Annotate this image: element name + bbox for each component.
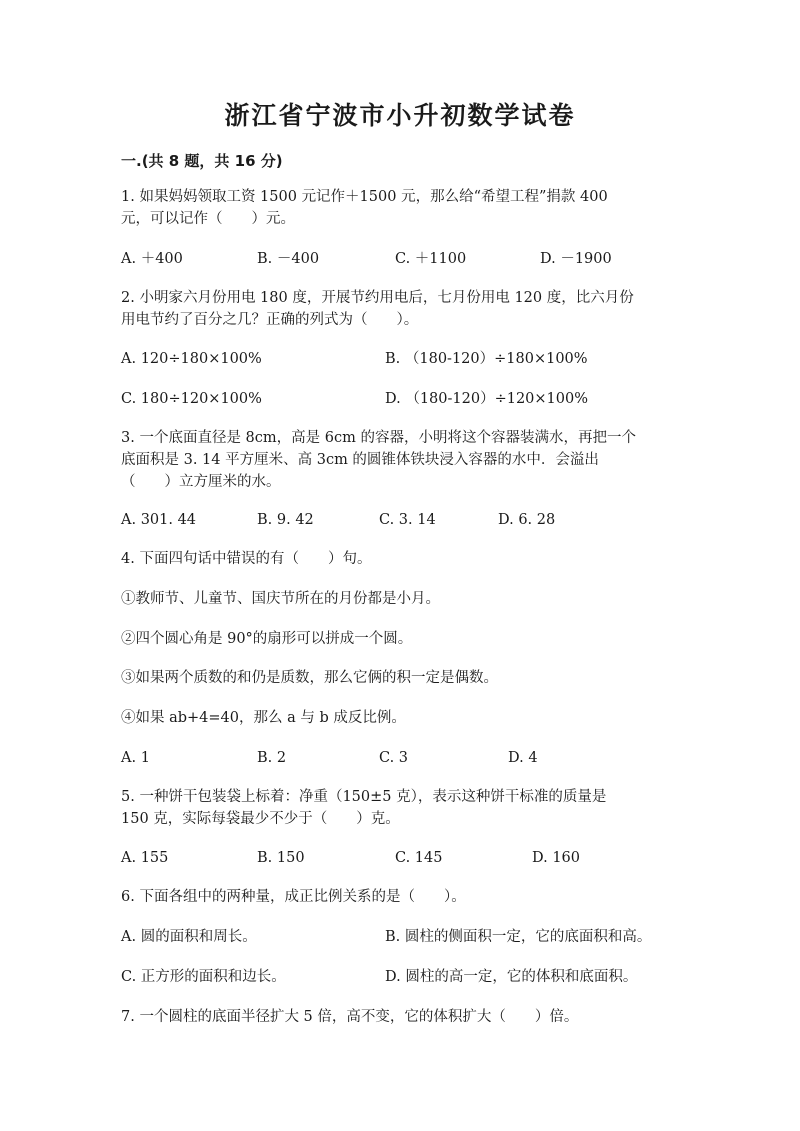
q5-option-b: B. 150 <box>257 850 305 866</box>
question-4-statement-2: ②四个圆心角是 90°的扇形可以拼成一个圆。 <box>121 631 413 647</box>
question-1-line-1: 1. 如果妈妈领取工资 1500 元记作＋1500 元，那么给“希望工程”捐款 400 <box>121 189 608 205</box>
q6-option-b: B. 圆柱的侧面积一定，它的底面积和高。 <box>385 929 652 945</box>
question-6-line-1: 6. 下面各组中的两种量，成正比例关系的是（ ）。 <box>121 889 466 905</box>
q4-option-a: A. 1 <box>121 750 150 766</box>
question-5-line-2: 150 克，实际每袋最少不少于（ ）克。 <box>121 811 400 827</box>
question-5-line-1: 5. 一种饼干包装袋上标着：净重（150±5 克），表示这种饼干标准的质量是 <box>121 789 607 805</box>
q3-option-a: A. 301. 44 <box>121 512 197 528</box>
question-4-statement-1: ①教师节、儿童节、国庆节所在的月份都是小月。 <box>121 591 440 607</box>
question-3-line-1: 3. 一个底面直径是 8cm，高是 6cm 的容器，小明将这个容器装满水，再把一个 <box>121 430 636 446</box>
question-7-line-1: 7. 一个圆柱的底面半径扩大 5 倍，高不变，它的体积扩大（ ）倍。 <box>121 1009 579 1025</box>
question-2-line-1: 2. 小明家六月份用电 180 度，开展节约用电后，七月份用电 120 度，比六月份 <box>121 290 634 306</box>
q2-option-d: D. （180-120）÷120×100% <box>385 391 589 407</box>
q1-option-c: C. ＋1100 <box>395 251 467 267</box>
page-title: 浙江省宁波市小升初数学试卷 <box>224 101 576 130</box>
q5-option-c: C. 145 <box>395 850 443 866</box>
q1-option-d: D. －1900 <box>540 251 612 267</box>
question-4-line-1: 4. 下面四句话中错误的有（ ）句。 <box>121 551 372 567</box>
q1-option-b: B. －400 <box>257 251 320 267</box>
q3-option-d: D. 6. 28 <box>498 512 556 528</box>
q3-option-c: C. 3. 14 <box>379 512 436 528</box>
q6-option-c: C. 正方形的面积和边长。 <box>121 969 286 985</box>
question-2-line-2: 用电节约了百分之几？正确的列式为（ ）。 <box>121 312 419 328</box>
q2-option-a: A. 120÷180×100% <box>121 351 262 367</box>
q2-option-b: B. （180-120）÷180×100% <box>385 351 588 367</box>
q6-option-d: D. 圆柱的高一定，它的体积和底面积。 <box>385 969 638 985</box>
q5-option-d: D. 160 <box>532 850 581 866</box>
q5-option-a: A. 155 <box>121 850 169 866</box>
question-3-line-3: （ ）立方厘米的水。 <box>121 474 281 490</box>
q1-option-a: A. ＋400 <box>121 251 183 267</box>
q4-option-d: D. 4 <box>508 750 538 766</box>
q4-option-b: B. 2 <box>257 750 287 766</box>
question-3-line-2: 底面积是 3. 14 平方厘米、高 3cm 的圆锥体铁块浸入容器的水中．会溢出 <box>121 452 599 468</box>
q4-option-c: C. 3 <box>379 750 409 766</box>
question-4-statement-3: ③如果两个质数的和仍是质数，那么它俩的积一定是偶数。 <box>121 670 498 686</box>
q2-option-c: C. 180÷120×100% <box>121 391 262 407</box>
q6-option-a: A. 圆的面积和周长。 <box>121 929 257 945</box>
q3-option-b: B. 9. 42 <box>257 512 314 528</box>
section-heading: 一.(共 8 题，共 16 分) <box>121 152 283 170</box>
question-4-statement-4: ④如果 ab+4=40，那么 a 与 b 成反比例。 <box>121 710 406 726</box>
question-1-line-2: 元，可以记作（ ）元。 <box>121 211 295 227</box>
